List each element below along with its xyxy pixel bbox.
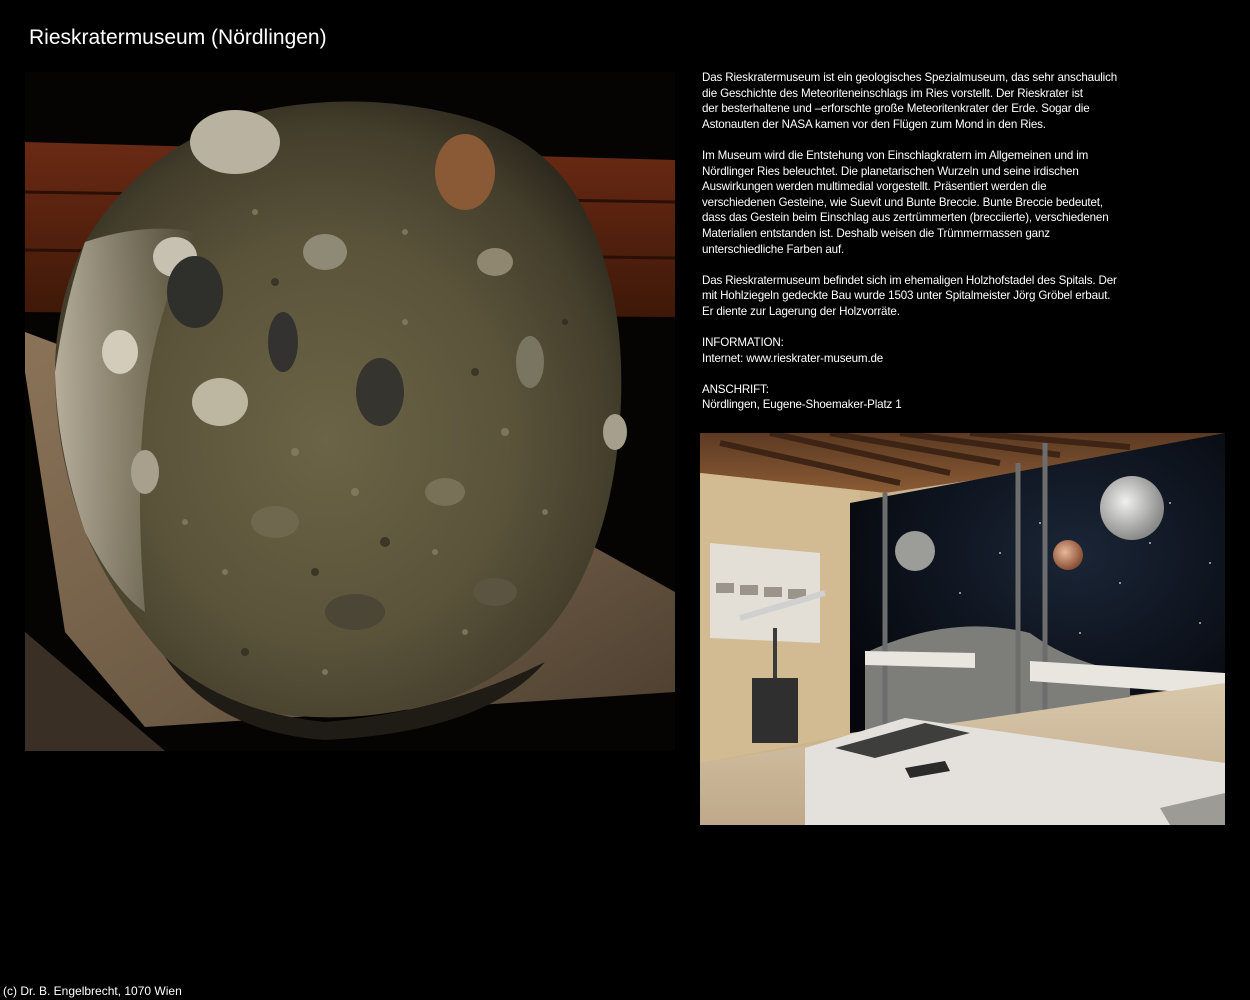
paragraph-museum bbox=[702, 148, 1152, 257]
description-text bbox=[702, 70, 1152, 413]
copyright-notice: (c) Dr. B. Engelbrecht, 1070 Wien bbox=[3, 984, 182, 998]
text-line: Das Rieskratermuseum befindet sich im ehemaligen Holzhofstadel des Spitals. Der bbox=[702, 273, 1117, 287]
exhibition-hall-photo[interactable] bbox=[700, 433, 1225, 825]
rock-photo[interactable] bbox=[25, 72, 675, 751]
text-line: verschiedenen Gesteine, wie Suevit und Bunte Breccie. Bunte Breccie bedeutet, bbox=[702, 195, 1103, 209]
address-heading: ANSCHRIFT: bbox=[702, 382, 769, 396]
text-line: Materialien entstanden ist. Deshalb weisen die Trümmermassen ganz bbox=[702, 226, 1050, 240]
text-line: der besterhaltene und –erforschte große Meteoritenkrater der Erde. Sogar die bbox=[702, 102, 1090, 116]
text-line: unterschiedliche Farben auf. bbox=[702, 242, 845, 256]
text-line: Das Rieskratermuseum ist ein geologisches Spezialmuseum, das sehr anschaulich bbox=[702, 71, 1118, 84]
text-line: mit Hohlziegeln gedeckte Bau wurde 1503 unter Spitalmeister Jörg Gröbel erbaut. bbox=[702, 289, 1111, 303]
paragraph-building bbox=[702, 273, 1152, 320]
text-line: Im Museum wird die Entstehung von Einschlagkratern im Allgemeinen und im bbox=[702, 148, 1089, 162]
address-value: Nördlingen, Eugene-Shoemaker-Platz 1 bbox=[702, 398, 902, 412]
text-line: Astonauten der NASA kamen vor den Flügen zum Mond in den Ries. bbox=[702, 117, 1046, 131]
text-line: Auswirkungen werden multimedial vorgestellt. Präsentiert werden die bbox=[702, 180, 1047, 194]
text-line: die Geschichte des Meteoriteneinschlags im Ries vorstellt. Der Rieskrater ist bbox=[702, 86, 1083, 100]
address-block bbox=[702, 382, 1152, 413]
text-line: dass das Gestein beim Einschlag aus zertrümmerten (brecciierte), verschiedenen bbox=[702, 211, 1109, 225]
website-link[interactable]: Internet: www.rieskrater-museum.de bbox=[702, 351, 884, 365]
paragraph-intro bbox=[702, 70, 1152, 132]
information-heading: INFORMATION: bbox=[702, 336, 784, 350]
text-line: Nördlinger Ries beleuchtet. Die planetarischen Wurzeln und seine irdischen bbox=[702, 164, 1079, 178]
page-title: Rieskratermuseum (Nördlingen) bbox=[29, 26, 327, 49]
information-block bbox=[702, 335, 1152, 366]
text-line: Er diente zur Lagerung der Holzvorräte. bbox=[702, 304, 900, 318]
